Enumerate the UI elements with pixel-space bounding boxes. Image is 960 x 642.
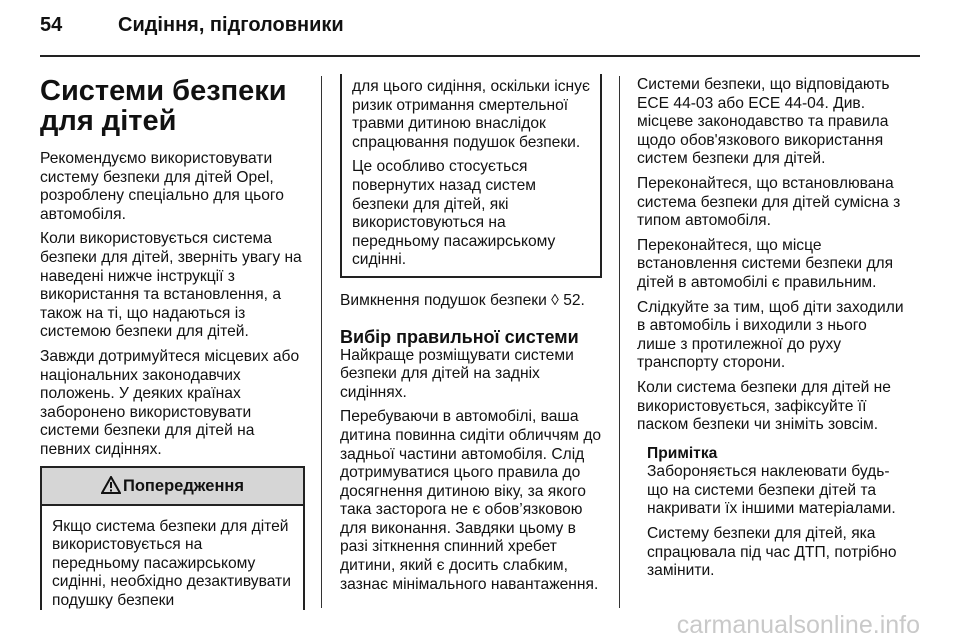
note-text: Забороняється наклеювати будь-що на системи безпеки дітей та накривати їх іншими матеріалами. (647, 463, 896, 518)
warning-text: Це особливо стосується повернутих назад систем безпеки для дітей, які використовуються на передньому пасажирському сидінні. (352, 158, 556, 269)
paragraph: Рекомендуємо використовувати систему безпеки для дітей Opel, розроблену спеціально для цього автомобіля. (40, 150, 284, 223)
paragraph: Переконайтеся, що місце встановлення системи безпеки для дітей в автомобілі є правильним. (637, 236, 894, 291)
note-block (647, 445, 907, 581)
paragraph: Найкраще розміщувати системи безпеки для дітей на задніх сидіннях. (340, 346, 574, 401)
chapter-title: Системи безпеки для дітей (40, 75, 287, 137)
column-2 (340, 74, 602, 600)
warning-triangle-icon (101, 476, 121, 494)
column-1 (40, 70, 305, 610)
watermark: carmanualsonline.info (676, 611, 920, 639)
paragraph: Коли система безпеки для дітей не використовується, зафіксуйте її паском безпеки чи зніміть зовсім. (637, 378, 891, 434)
section-heading: Вибір правильної системи (340, 326, 579, 347)
warning-text: Якщо система безпеки для дітей використовується на передньому пасажирському сидінні, необхідно дезактивувати подушку безпеки (52, 517, 291, 609)
column-3 (637, 76, 907, 587)
note-title: Примітка (647, 444, 718, 462)
warning-header (42, 468, 303, 506)
warning-text: для цього сидіння, оскільки існує ризик отримання смертельної травми дитиною внаслідок спрацювання подушок безпеки. (352, 78, 590, 151)
header-divider (40, 55, 920, 57)
column-divider-left (321, 76, 322, 608)
paragraph: Завжди дотримуйтеся місцевих або національних законодавчих положень. У деяких країнах заборонено використовувати системи безпеки для дітей на певних сидіннях. (40, 347, 300, 458)
paragraph: Слідкуйте за тим, щоб діти заходили в автомобіль і виходили з нього лише з протилежної до руху транспорту сторони. (637, 298, 904, 372)
paragraph: Коли використовується система безпеки для дітей, зверніть увагу на наведені нижче інструкції з використання та встановлення, а також на ті, що надаються із системою безпеки для дітей. (40, 230, 302, 341)
warning-title: Попередження (122, 476, 245, 495)
note-text: Систему безпеки для дітей, яка спрацювала під час ДТП, потрібно замінити. (647, 525, 897, 580)
column-divider-right (619, 76, 620, 608)
page-number: 54 (40, 14, 63, 36)
warning-box-continued (340, 74, 602, 278)
paragraph: Перебуваючи в автомобілі, ваша дитина повинна сидіти обличчям до задньої частини автомобіля. Слід дотримуватися цього правила до досягнення дитиною віку, за якого така засторога не є обов’язковою для виконання. Завдяки цьому в разі зіткнення спинний хребет дитини, який є досить слабким, зазнає мінімального навантаження. (340, 408, 602, 593)
section-title: Сидіння, підголовники (118, 14, 344, 36)
paragraph: Системи безпеки, що відповідають ECE 44-03 або ECE 44-04. Див. місцеве законодавство та правила щодо обов'язкового використання систем безпеки для дітей. (637, 76, 890, 168)
paragraph: Переконайтеся, що встановлювана система безпеки для дітей сумісна з типом автомобіля. (637, 174, 901, 230)
page-header (40, 14, 344, 37)
airbag-reference-link[interactable]: Вимкнення подушок безпеки ◊ 52. (340, 291, 585, 309)
warning-box (40, 466, 305, 611)
